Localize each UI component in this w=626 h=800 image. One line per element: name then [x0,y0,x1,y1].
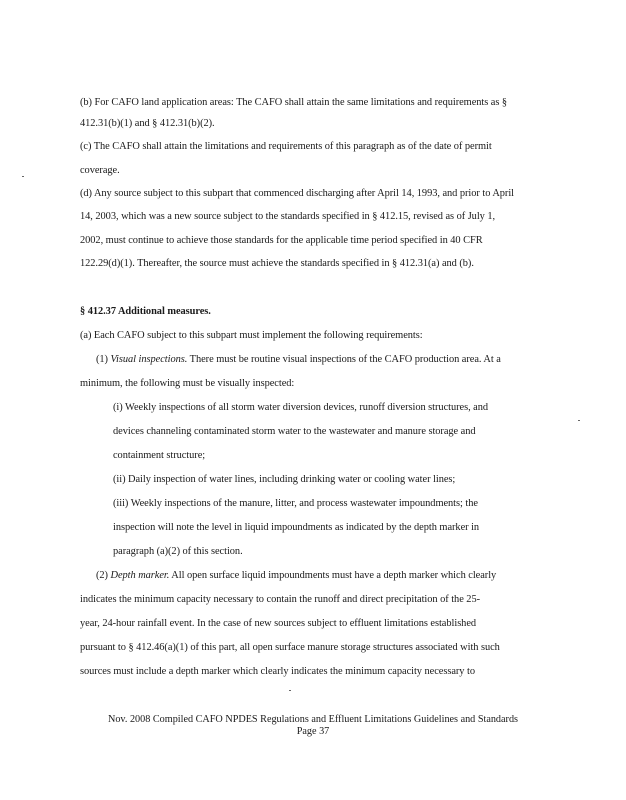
item-1-text: There must be routine visual inspections of the CAFO production area. At a [187,354,501,365]
item-2-text: All open surface liquid impoundments must have a depth marker which clearly [169,570,497,581]
item-1-line-2: minimum, the following must be visually inspected: [80,378,295,389]
paragraph-b-line-2: 412.31(b)(1) and § 412.31(b)(2). [80,118,215,129]
item-2-title: Depth marker. [110,570,170,581]
item-2-line-2: indicates the minimum capacity necessary to contain the runoff and direct precipitation of the 25- [80,594,481,605]
section-a-intro: (a) Each CAFO subject to this subpart must implement the following requirements: [80,330,423,341]
item-1-i-line-2: devices channeling contaminated storm water to the wastewater and manure storage and [113,426,476,437]
item-2-number: (2) [96,570,111,581]
footer-page-number: Page 37 [296,726,330,737]
footer-title: Nov. 2008 Compiled CAFO NPDES Regulations and Effluent Limitations Guidelines and Standards [107,714,519,725]
item-2-line-5: sources must include a depth marker which clearly indicates the minimum capacity necessary to [80,666,475,677]
paragraph-d-line-2: 14, 2003, which was a new source subject to the standards specified in § 412.15, revised as of July 1, [80,211,496,222]
item-1-iii-line-2: inspection will note the level in liquid impoundments as indicated by the depth marker in [113,522,480,533]
paragraph-d-line-1: (d) Any source subject to this subpart that commenced discharging after April 14, 1993, and prior to April [80,188,514,199]
item-2-line-1 [96,569,496,582]
section-heading: § 412.37 Additional measures. [80,306,211,317]
paragraph-c-line-1: (c) The CAFO shall attain the limitations and requirements of this paragraph as of the date of permit [80,141,492,152]
item-1-title: Visual inspections. [110,354,188,365]
paragraph-c-line-2: coverage. [80,165,120,176]
scan-speck [578,420,580,421]
item-2-line-4: pursuant to § 412.46(a)(1) of this part, all open surface manure storage structures associated with such [80,642,500,653]
item-1-iii-line-1: (iii) Weekly inspections of the manure, litter, and process wastewater impoundments; the [113,498,478,509]
item-1-number: (1) [96,354,111,365]
item-1-line-1 [96,353,501,366]
item-2-line-3: year, 24-hour rainfall event. In the case of new sources subject to effluent limitations established [80,618,477,629]
item-1-ii-line-1: (ii) Daily inspection of water lines, including drinking water or cooling water lines; [113,474,456,485]
item-1-i-line-1: (i) Weekly inspections of all storm water diversion devices, runoff diversion structures, and [113,402,489,413]
scan-speck [22,176,24,177]
scan-speck [289,690,291,691]
paragraph-b-line-1: (b) For CAFO land application areas: The CAFO shall attain the same limitations and requirements as § [80,97,508,108]
item-1-iii-line-3: paragraph (a)(2) of this section. [113,546,243,557]
paragraph-d-line-4: 122.29(d)(1). Thereafter, the source must achieve the standards specified in § 412.31(a) and (b). [80,258,474,269]
paragraph-d-line-3: 2002, must continue to achieve those standards for the applicable time period specified in 40 CFR [80,235,483,246]
item-1-i-line-3: containment structure; [113,450,206,461]
